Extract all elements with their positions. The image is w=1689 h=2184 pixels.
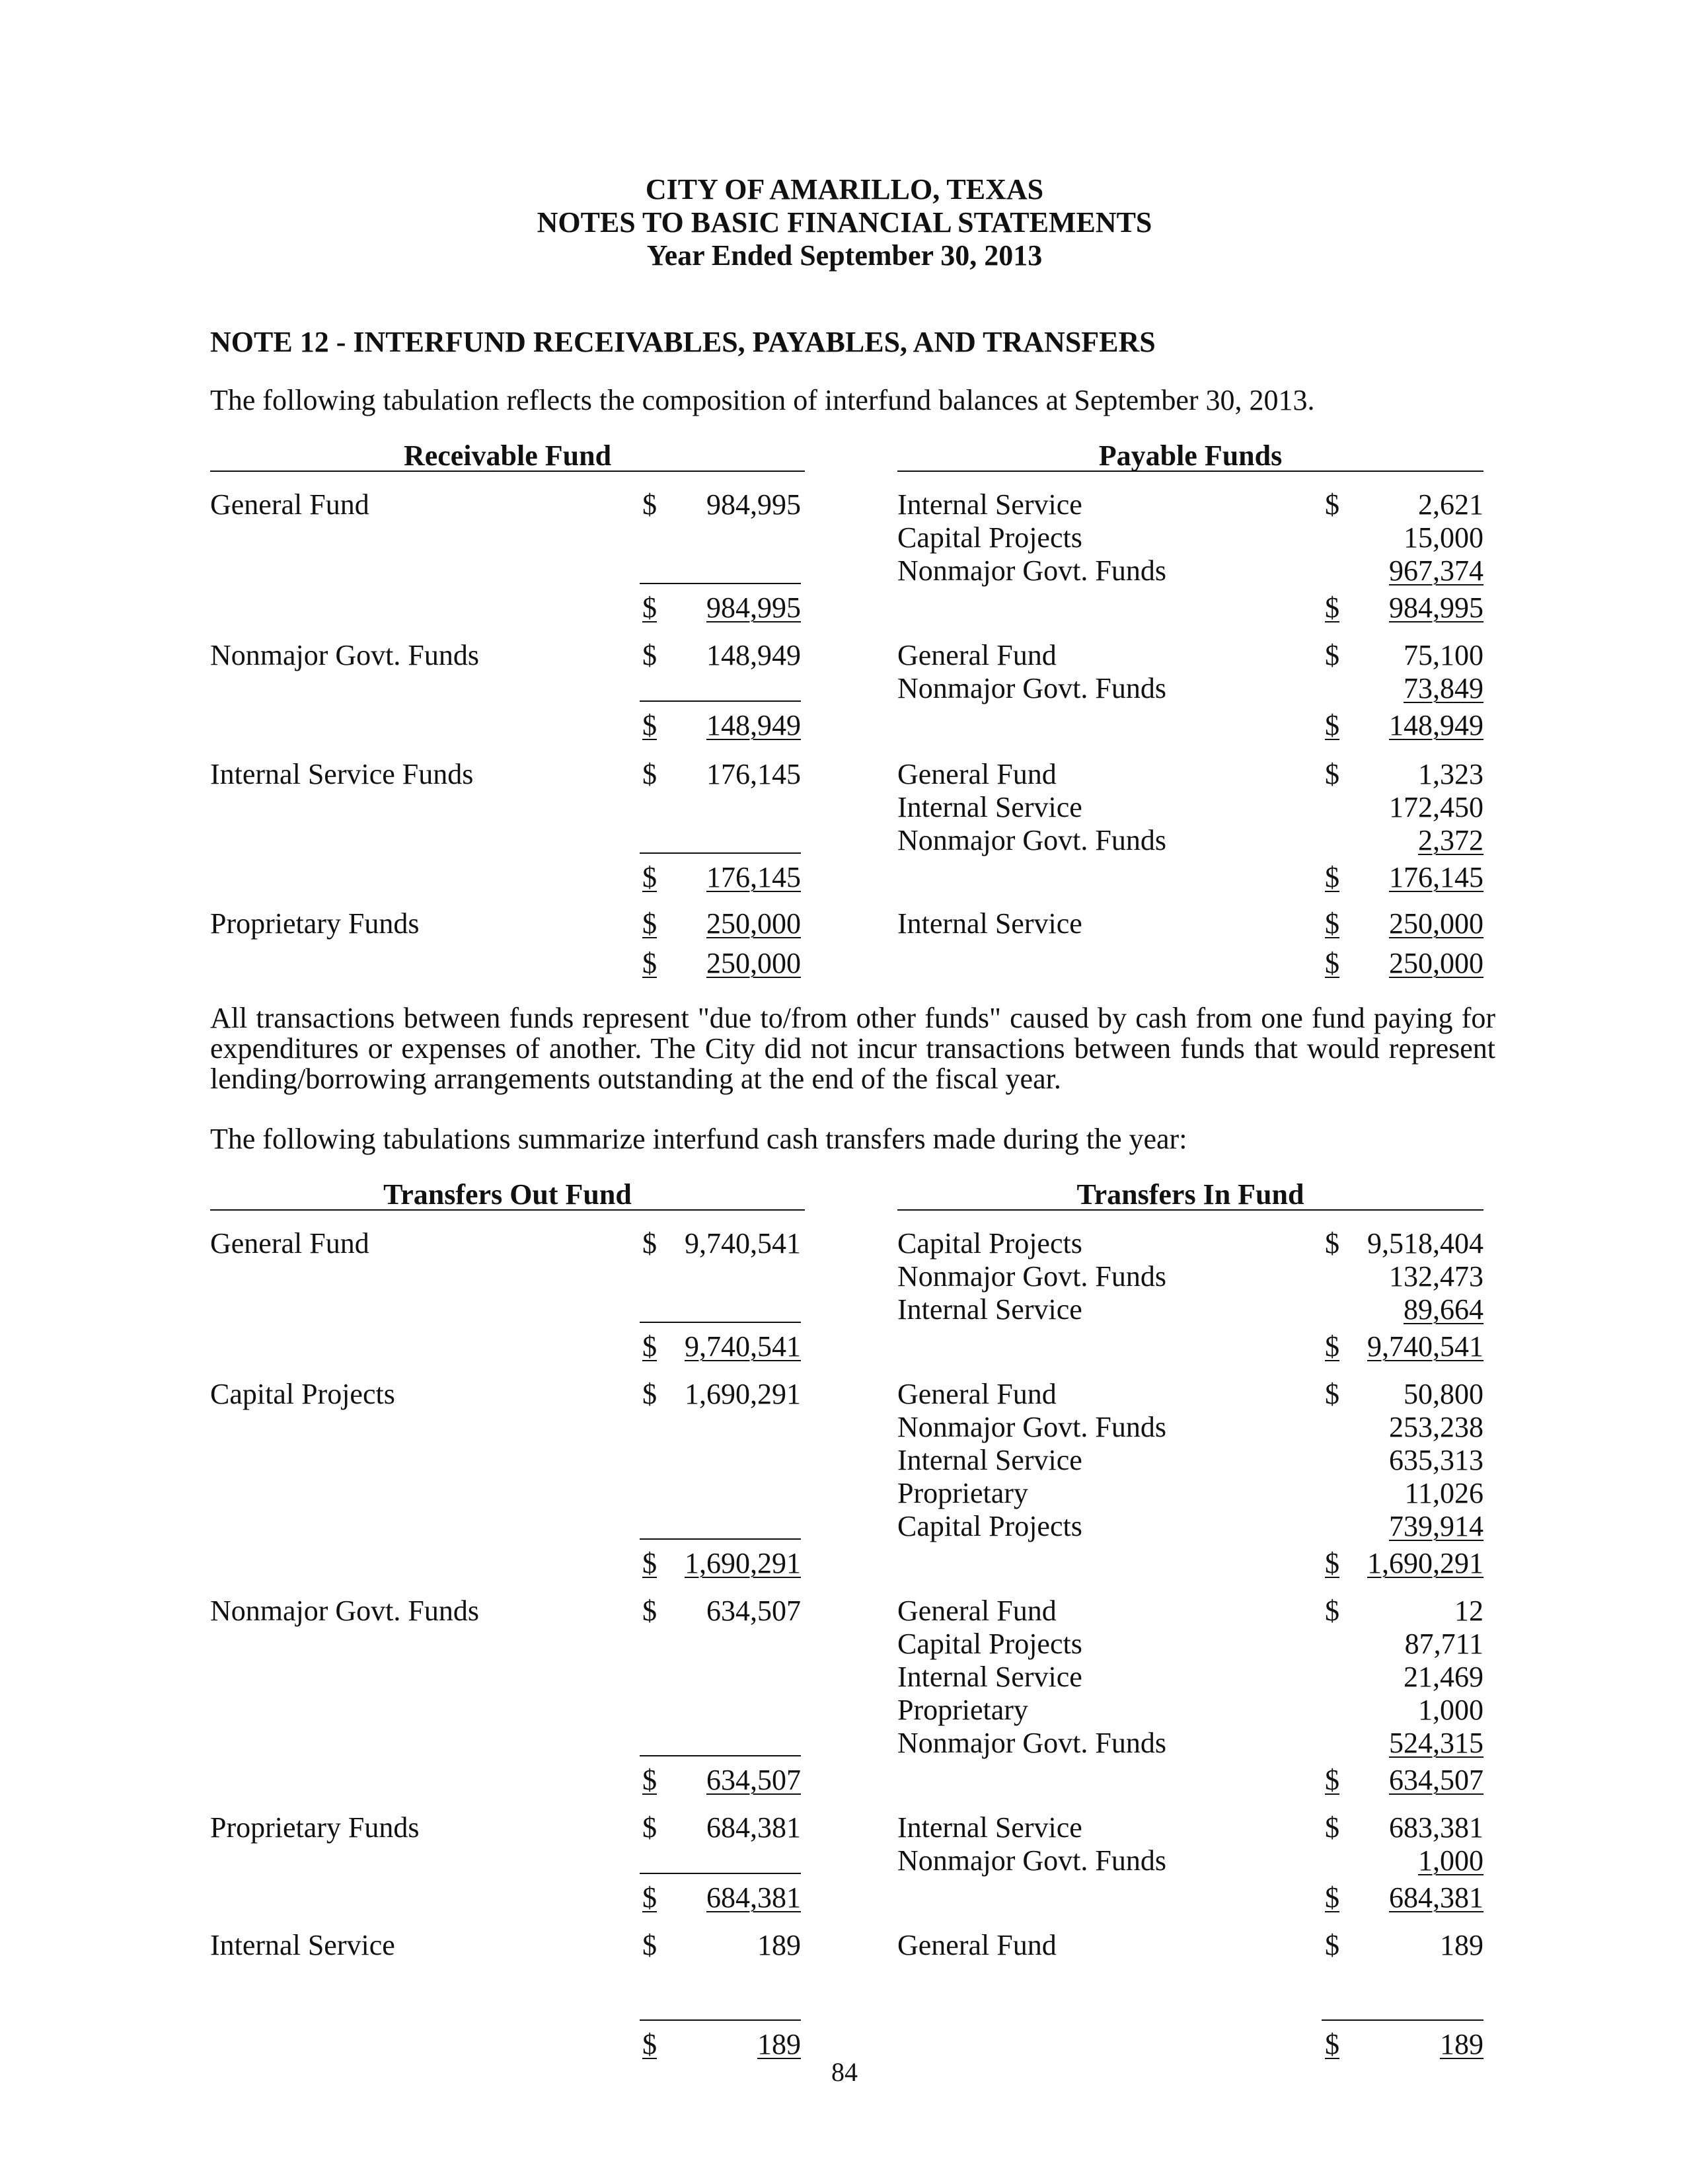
counterparty-fund-label: Internal Service: [897, 791, 1082, 823]
currency-symbol: $: [1325, 1881, 1339, 1914]
currency-symbol: $: [642, 758, 657, 790]
currency-symbol: $: [642, 1595, 657, 1627]
fund-amount: 176,145: [706, 758, 801, 790]
fund-label: Internal Service: [210, 1929, 395, 1961]
currency-symbol: $: [642, 1547, 657, 1579]
subtotal-rule: [640, 852, 801, 854]
counterparty-amount: 524,315: [1389, 1727, 1483, 1759]
counterparty-fund-label: General Fund: [897, 1929, 1057, 1961]
counterparty-amount: 73,849: [1404, 672, 1483, 704]
subtotal-rule: [640, 1538, 801, 1540]
subtotal-rule: [640, 2019, 801, 2021]
currency-symbol: $: [642, 947, 657, 979]
fund-amount: 189: [757, 1929, 801, 1961]
subtotal-rule: [640, 1873, 801, 1874]
fund-amount: 984,995: [706, 488, 801, 521]
counterparty-amount: 172,450: [1389, 791, 1483, 823]
counterparty-total: 1,690,291: [1367, 1547, 1483, 1579]
fund-total: 176,145: [706, 861, 801, 893]
counterparty-fund-label: Internal Service: [897, 1811, 1082, 1844]
currency-symbol: $: [642, 591, 657, 624]
counterparty-total: 634,507: [1389, 1764, 1483, 1796]
counterparty-amount: 189: [1440, 1929, 1483, 1961]
currency-symbol: $: [1325, 947, 1339, 979]
currency-symbol: $: [642, 907, 657, 940]
currency-symbol: $: [642, 1330, 657, 1363]
transfers-intro: The following tabulations summarize interfund cash transfers made during the year:: [210, 1123, 1187, 1155]
counterparty-fund-label: Proprietary: [897, 1477, 1028, 1509]
currency-symbol: $: [1325, 758, 1339, 790]
subtotal-rule: [640, 1322, 801, 1323]
counterparty-total: 176,145: [1389, 861, 1483, 893]
counterparty-amount: 12: [1454, 1595, 1483, 1627]
balances-intro: The following tabulation reflects the composition of interfund balances at September 30, 2013.: [210, 384, 1315, 416]
currency-symbol: $: [642, 639, 657, 671]
fund-label: Proprietary Funds: [210, 1811, 420, 1844]
counterparty-amount: 683,381: [1389, 1811, 1483, 1844]
counterparty-amount: 635,313: [1389, 1444, 1483, 1476]
page-number: 84: [831, 2057, 858, 2087]
currency-symbol: $: [642, 1227, 657, 1260]
counterparty-amount: 2,372: [1418, 824, 1483, 856]
transactions-explanation: All transactions between funds represent "due to/from other funds" caused by cash from one fund paying for expenditures or expenses of another. The City did not incur transactions between funds that would represent lending/borrowing arrangements outstanding at the end of the fiscal year.: [210, 1002, 1495, 1095]
counterparty-fund-label: Capital Projects: [897, 1510, 1082, 1542]
counterparty-fund-label: Nonmajor Govt. Funds: [897, 1727, 1166, 1759]
left-column-header: Transfers Out Fund: [383, 1178, 632, 1211]
currency-symbol: $: [1325, 1929, 1339, 1961]
counterparty-total: 984,995: [1389, 591, 1483, 624]
currency-symbol: $: [642, 1764, 657, 1796]
currency-symbol: $: [1325, 1811, 1339, 1844]
currency-symbol: $: [1325, 861, 1339, 893]
counterparty-amount: 253,238: [1389, 1411, 1483, 1443]
counterparty-total: 684,381: [1389, 1881, 1483, 1914]
counterparty-fund-label: Internal Service: [897, 1661, 1082, 1693]
fund-label: General Fund: [210, 488, 369, 521]
currency-symbol: $: [642, 709, 657, 741]
counterparty-fund-label: Internal Service: [897, 907, 1082, 940]
fund-amount: 9,740,541: [685, 1227, 801, 1260]
currency-symbol: $: [1325, 639, 1339, 671]
counterparty-amount: 75,100: [1404, 639, 1483, 671]
currency-symbol: $: [1325, 2028, 1339, 2060]
subtotal-rule: [640, 583, 801, 584]
fund-total: 148,949: [706, 709, 801, 741]
currency-symbol: $: [1325, 1378, 1339, 1410]
currency-symbol: $: [642, 861, 657, 893]
currency-symbol: $: [1325, 1764, 1339, 1796]
counterparty-amount: 87,711: [1404, 1628, 1483, 1660]
report-period: Year Ended September 30, 2013: [646, 239, 1043, 272]
fund-label: Internal Service Funds: [210, 758, 474, 790]
fund-label: Proprietary Funds: [210, 907, 420, 940]
counterparty-fund-label: Internal Service: [897, 1444, 1082, 1476]
counterparty-total: 250,000: [1389, 947, 1483, 979]
currency-symbol: $: [1325, 488, 1339, 521]
counterparty-amount: 50,800: [1404, 1378, 1483, 1410]
counterparty-amount: 1,000: [1418, 1844, 1483, 1877]
left-header-rule: [210, 471, 805, 472]
right-column-header: Payable Funds: [1098, 439, 1283, 472]
currency-symbol: $: [1325, 709, 1339, 741]
counterparty-fund-label: Internal Service: [897, 1293, 1082, 1326]
subtotal-rule: [640, 1755, 801, 1756]
counterparty-amount: 89,664: [1404, 1293, 1483, 1326]
fund-amount: 684,381: [706, 1811, 801, 1844]
counterparty-amount: 250,000: [1389, 907, 1483, 940]
counterparty-amount: 15,000: [1404, 521, 1483, 554]
counterparty-amount: 967,374: [1389, 554, 1483, 587]
counterparty-total: 148,949: [1389, 709, 1483, 741]
currency-symbol: $: [1325, 591, 1339, 624]
fund-label: Nonmajor Govt. Funds: [210, 639, 479, 671]
counterparty-fund-label: Capital Projects: [897, 1227, 1082, 1260]
fund-amount: 634,507: [706, 1595, 801, 1627]
counterparty-fund-label: Nonmajor Govt. Funds: [897, 1844, 1166, 1877]
currency-symbol: $: [642, 1929, 657, 1961]
counterparty-fund-label: Nonmajor Govt. Funds: [897, 824, 1166, 856]
fund-total: 984,995: [706, 591, 801, 624]
counterparty-fund-label: General Fund: [897, 1378, 1057, 1410]
counterparty-fund-label: Nonmajor Govt. Funds: [897, 1260, 1166, 1293]
right-header-rule: [897, 1209, 1483, 1211]
currency-symbol: $: [642, 1378, 657, 1410]
left-header-rule: [210, 1209, 805, 1211]
counterparty-fund-label: Internal Service: [897, 488, 1082, 521]
report-statement-title: NOTES TO BASIC FINANCIAL STATEMENTS: [537, 206, 1152, 239]
counterparty-fund-label: General Fund: [897, 758, 1057, 790]
counterparty-fund-label: Nonmajor Govt. Funds: [897, 672, 1166, 704]
right-header-rule: [897, 471, 1483, 472]
counterparty-fund-label: Proprietary: [897, 1694, 1028, 1726]
counterparty-fund-label: Nonmajor Govt. Funds: [897, 554, 1166, 587]
fund-amount: 1,690,291: [685, 1378, 801, 1410]
counterparty-amount: 1,000: [1418, 1694, 1483, 1726]
report-entity-title: CITY OF AMARILLO, TEXAS: [645, 173, 1044, 206]
counterparty-total: 9,740,541: [1367, 1330, 1483, 1363]
left-column-header: Receivable Fund: [403, 439, 612, 472]
fund-total: 634,507: [706, 1764, 801, 1796]
currency-symbol: $: [642, 488, 657, 521]
fund-total: 9,740,541: [685, 1330, 801, 1363]
counterparty-amount: 11,026: [1404, 1477, 1483, 1509]
currency-symbol: $: [1325, 1547, 1339, 1579]
counterparty-total: 189: [1440, 2028, 1483, 2060]
fund-total: 250,000: [706, 947, 801, 979]
counterparty-fund-label: General Fund: [897, 1595, 1057, 1627]
counterparty-amount: 21,469: [1404, 1661, 1483, 1693]
fund-label: Nonmajor Govt. Funds: [210, 1595, 479, 1627]
currency-symbol: $: [642, 1881, 657, 1914]
fund-amount: 250,000: [706, 907, 801, 940]
subtotal-rule: [640, 700, 801, 702]
counterparty-amount: 2,621: [1418, 488, 1483, 521]
subtotal-rule: [1322, 2019, 1483, 2021]
fund-total: 684,381: [706, 1881, 801, 1914]
counterparty-fund-label: General Fund: [897, 639, 1057, 671]
counterparty-amount: 9,518,404: [1367, 1227, 1483, 1260]
counterparty-amount: 739,914: [1389, 1510, 1483, 1542]
currency-symbol: $: [1325, 1595, 1339, 1627]
counterparty-fund-label: Capital Projects: [897, 1628, 1082, 1660]
fund-label: Capital Projects: [210, 1378, 395, 1410]
right-column-header: Transfers In Fund: [1076, 1178, 1304, 1211]
counterparty-fund-label: Nonmajor Govt. Funds: [897, 1411, 1166, 1443]
currency-symbol: $: [1325, 1227, 1339, 1260]
currency-symbol: $: [642, 2028, 657, 2060]
fund-total: 1,690,291: [685, 1547, 801, 1579]
currency-symbol: $: [642, 1811, 657, 1844]
counterparty-fund-label: Capital Projects: [897, 521, 1082, 554]
currency-symbol: $: [1325, 907, 1339, 940]
counterparty-amount: 1,323: [1418, 758, 1483, 790]
currency-symbol: $: [1325, 1330, 1339, 1363]
counterparty-amount: 132,473: [1389, 1260, 1483, 1293]
fund-amount: 148,949: [706, 639, 801, 671]
fund-total: 189: [757, 2028, 801, 2060]
fund-label: General Fund: [210, 1227, 369, 1260]
note-title: NOTE 12 - INTERFUND RECEIVABLES, PAYABLES, AND TRANSFERS: [210, 326, 1156, 358]
